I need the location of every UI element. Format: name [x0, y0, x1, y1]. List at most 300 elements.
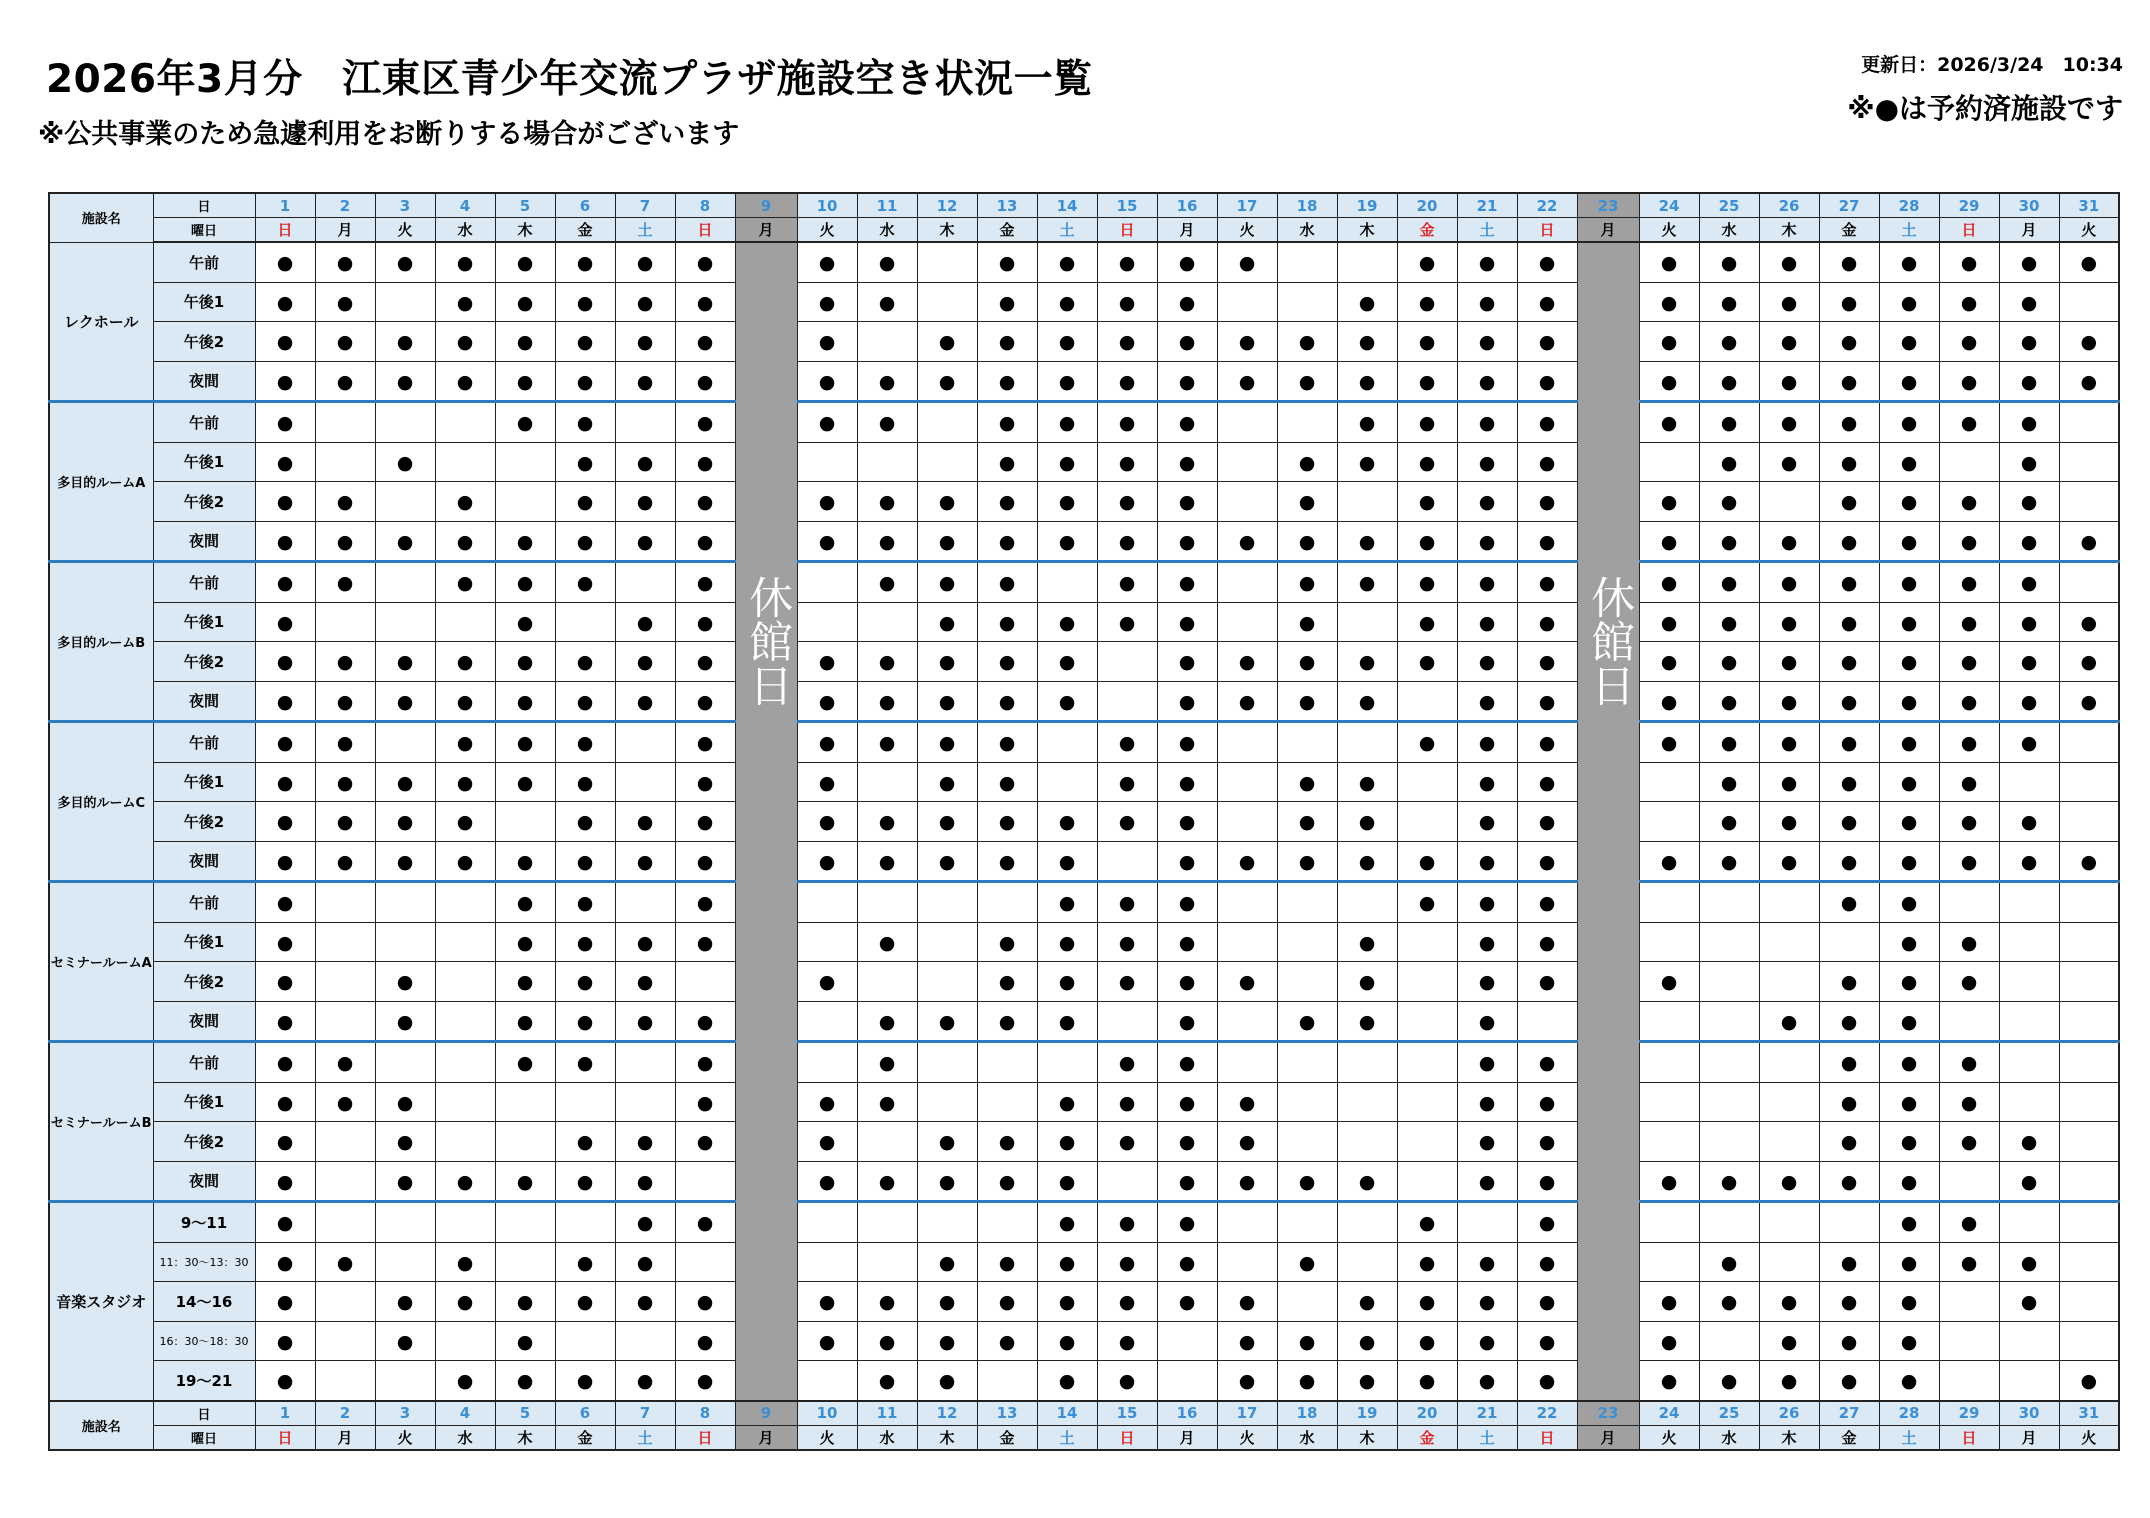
- availability-cell: [1639, 322, 1699, 362]
- availability-cell: [917, 361, 977, 402]
- availability-cell: [2059, 1242, 2119, 1282]
- availability-cell: [1037, 361, 1097, 402]
- availability-cell: [1217, 1001, 1277, 1042]
- header-weekday-21: 土: [1457, 218, 1517, 243]
- availability-cell: [1639, 802, 1699, 842]
- availability-cell: [1999, 402, 2059, 443]
- booked-dot: ●: [1900, 1330, 1918, 1353]
- booked-dot: ●: [1780, 771, 1798, 794]
- availability-cell: [1217, 802, 1277, 842]
- booked-dot: ●: [576, 931, 594, 954]
- facility-name: 多目的ルームB: [49, 562, 153, 722]
- booked-dot: ●: [396, 690, 414, 713]
- availability-cell: [1457, 322, 1517, 362]
- booked-dot: ●: [998, 1291, 1016, 1314]
- booked-dot: ●: [636, 451, 654, 474]
- availability-cell: [1397, 642, 1457, 682]
- availability-cell: [615, 521, 675, 562]
- availability-cell: [315, 1082, 375, 1122]
- booked-dot: ●: [938, 651, 956, 674]
- availability-cell: [1639, 1042, 1699, 1083]
- booked-dot: ●: [276, 1212, 294, 1235]
- availability-cell: [1097, 681, 1157, 722]
- booked-dot: ●: [1780, 850, 1798, 873]
- availability-cell: [1639, 1122, 1699, 1162]
- time-slot-label: 午前: [153, 562, 255, 603]
- booked-dot: ●: [696, 1091, 714, 1114]
- booked-dot: ●: [1900, 1291, 1918, 1314]
- availability-cell: [797, 1321, 857, 1361]
- footer-weekday-6: 金: [555, 1425, 615, 1450]
- availability-cell: [797, 1242, 857, 1282]
- booked-dot: ●: [998, 771, 1016, 794]
- availability-cell: [375, 1361, 435, 1401]
- booked-dot: ●: [1780, 1010, 1798, 1033]
- availability-cell: [797, 841, 857, 882]
- availability-cell: [1097, 562, 1157, 603]
- availability-cell: [917, 962, 977, 1002]
- availability-cell: [1639, 882, 1699, 923]
- availability-cell: [1879, 602, 1939, 642]
- booked-dot: ●: [456, 732, 474, 755]
- booked-dot: ●: [1538, 370, 1556, 393]
- booked-dot: ●: [1840, 412, 1858, 435]
- table-row: [49, 242, 2119, 282]
- availability-cell: [1517, 1161, 1577, 1202]
- availability-cell: [315, 802, 375, 842]
- booked-dot: ●: [818, 370, 836, 393]
- availability-cell: [375, 602, 435, 642]
- availability-cell: [1759, 521, 1819, 562]
- table-row: [49, 521, 2119, 562]
- booked-dot: ●: [878, 252, 896, 275]
- time-slot-label: 午前: [153, 882, 255, 923]
- booked-dot: ●: [1478, 1251, 1496, 1274]
- booked-dot: ●: [1720, 1370, 1738, 1393]
- time-slot-label: 午後2: [153, 802, 255, 842]
- booked-dot: ●: [1720, 530, 1738, 553]
- header-weekday-16: 月: [1157, 218, 1217, 243]
- booked-dot: ●: [1900, 1052, 1918, 1075]
- booked-dot: ●: [1118, 732, 1136, 755]
- availability-cell: [1097, 1282, 1157, 1322]
- availability-cell: [2059, 242, 2119, 282]
- availability-cell: [1157, 242, 1217, 282]
- availability-cell: [917, 762, 977, 802]
- table-row: [49, 361, 2119, 402]
- updated-date: 更新日：2026/3/24 10:34: [1861, 54, 2123, 76]
- booked-dot: ●: [1178, 530, 1196, 553]
- availability-cell: [1999, 322, 2059, 362]
- availability-cell: [797, 1202, 857, 1243]
- table-row: [49, 681, 2119, 722]
- booked-dot: ●: [818, 1291, 836, 1314]
- availability-cell: [977, 1282, 1037, 1322]
- booked-dot: ●: [1900, 451, 1918, 474]
- booked-dot: ●: [516, 651, 534, 674]
- availability-cell: [1879, 322, 1939, 362]
- availability-cell: [917, 922, 977, 962]
- availability-cell: [255, 1242, 315, 1282]
- availability-cell: [977, 242, 1037, 282]
- availability-cell: [1397, 802, 1457, 842]
- booked-dot: ●: [878, 370, 896, 393]
- booked-dot: ●: [1058, 971, 1076, 994]
- footer-weekday-11: 水: [857, 1425, 917, 1450]
- availability-cell: [435, 922, 495, 962]
- booked-dot: ●: [1058, 811, 1076, 834]
- booked-dot: ●: [1418, 530, 1436, 553]
- availability-cell: [1157, 482, 1217, 522]
- booked-dot: ●: [1840, 971, 1858, 994]
- availability-cell: [255, 521, 315, 562]
- availability-cell: [1397, 602, 1457, 642]
- booked-dot: ●: [818, 771, 836, 794]
- availability-cell: [555, 482, 615, 522]
- availability-cell: [1517, 962, 1577, 1002]
- availability-cell: [315, 642, 375, 682]
- table-row: [49, 442, 2119, 482]
- availability-cell: [1457, 242, 1517, 282]
- availability-cell: [675, 1321, 735, 1361]
- availability-cell: [615, 1361, 675, 1401]
- booked-dot: ●: [1118, 1052, 1136, 1075]
- availability-cell: [1999, 602, 2059, 642]
- availability-cell: [2059, 762, 2119, 802]
- availability-cell: [1639, 642, 1699, 682]
- availability-cell: [1457, 922, 1517, 962]
- booked-dot: ●: [456, 850, 474, 873]
- availability-cell: [255, 322, 315, 362]
- booked-dot: ●: [1238, 252, 1256, 275]
- availability-cell: [797, 1161, 857, 1202]
- header-day-31: 31: [2059, 193, 2119, 218]
- footer-weekday-9: 月: [735, 1425, 797, 1450]
- availability-cell: [2059, 882, 2119, 923]
- availability-cell: [1879, 1282, 1939, 1322]
- booked-dot: ●: [938, 572, 956, 595]
- booked-dot: ●: [1478, 291, 1496, 314]
- availability-cell: [255, 282, 315, 322]
- availability-cell: [1759, 841, 1819, 882]
- availability-cell: [1037, 1082, 1097, 1122]
- availability-cell: [1639, 681, 1699, 722]
- booked-dot: ●: [276, 1330, 294, 1353]
- availability-cell: [255, 562, 315, 603]
- booked-dot: ●: [1238, 1330, 1256, 1353]
- availability-cell: [1879, 361, 1939, 402]
- booked-dot: ●: [1780, 1370, 1798, 1393]
- booked-dot: ●: [396, 331, 414, 354]
- availability-cell: [555, 802, 615, 842]
- header-weekday-17: 火: [1217, 218, 1277, 243]
- booked-dot: ●: [818, 850, 836, 873]
- booked-dot: ●: [1058, 892, 1076, 915]
- availability-cell: [675, 402, 735, 443]
- availability-cell: [2059, 322, 2119, 362]
- booked-dot: ●: [1538, 971, 1556, 994]
- availability-cell: [1699, 442, 1759, 482]
- availability-cell: [977, 722, 1037, 763]
- availability-cell: [797, 922, 857, 962]
- availability-cell: [255, 1282, 315, 1322]
- booked-dot: ●: [2020, 370, 2038, 393]
- availability-cell: [1759, 1282, 1819, 1322]
- availability-cell: [315, 922, 375, 962]
- booked-dot: ●: [1058, 1091, 1076, 1114]
- booked-dot: ●: [1840, 451, 1858, 474]
- availability-cell: [857, 841, 917, 882]
- availability-cell: [1097, 802, 1157, 842]
- booked-dot: ●: [1358, 1010, 1376, 1033]
- availability-cell: [435, 841, 495, 882]
- time-slot-label: 午後1: [153, 442, 255, 482]
- booked-dot: ●: [1178, 651, 1196, 674]
- availability-cell: [435, 1202, 495, 1243]
- booked-dot: ●: [1840, 690, 1858, 713]
- availability-cell: [1879, 1122, 1939, 1162]
- booked-dot: ●: [1118, 1291, 1136, 1314]
- booked-dot: ●: [1238, 530, 1256, 553]
- footer-day-17: 17: [1217, 1401, 1277, 1426]
- booked-dot: ●: [1960, 291, 1978, 314]
- booked-dot: ●: [1418, 331, 1436, 354]
- availability-cell: [1397, 1282, 1457, 1322]
- availability-cell: [1337, 402, 1397, 443]
- availability-cell: [857, 762, 917, 802]
- booked-dot: ●: [878, 291, 896, 314]
- availability-cell: [495, 1282, 555, 1322]
- availability-cell: [1037, 962, 1097, 1002]
- availability-cell: [255, 1161, 315, 1202]
- availability-cell: [857, 1361, 917, 1401]
- availability-cell: [2059, 722, 2119, 763]
- booked-dot: ●: [938, 530, 956, 553]
- availability-cell: [1157, 802, 1217, 842]
- availability-cell: [315, 1242, 375, 1282]
- availability-cell: [1037, 1202, 1097, 1243]
- availability-cell: [1699, 1001, 1759, 1042]
- booked-dot: ●: [1238, 971, 1256, 994]
- availability-cell: [977, 681, 1037, 722]
- availability-cell: [857, 1242, 917, 1282]
- availability-cell: [1157, 562, 1217, 603]
- booked-dot: ●: [1058, 1370, 1076, 1393]
- booked-dot: ●: [1178, 412, 1196, 435]
- booked-dot: ●: [696, 771, 714, 794]
- booked-dot: ●: [516, 850, 534, 873]
- availability-cell: [917, 1202, 977, 1243]
- availability-cell: [1337, 1161, 1397, 1202]
- booked-dot: ●: [336, 690, 354, 713]
- availability-cell: [1759, 1001, 1819, 1042]
- availability-cell: [1999, 361, 2059, 402]
- availability-cell: [1999, 1321, 2059, 1361]
- availability-cell: [495, 922, 555, 962]
- booked-dot: ●: [1478, 1052, 1496, 1075]
- availability-cell: [1639, 282, 1699, 322]
- availability-cell: [555, 762, 615, 802]
- header-day-25: 25: [1699, 193, 1759, 218]
- booked-dot: ●: [696, 892, 714, 915]
- booked-dot: ●: [1960, 732, 1978, 755]
- booked-dot: ●: [2080, 530, 2098, 553]
- availability-cell: [1879, 1001, 1939, 1042]
- booked-dot: ●: [576, 1251, 594, 1274]
- availability-cell: [917, 642, 977, 682]
- booked-dot: ●: [1900, 1010, 1918, 1033]
- availability-cell: [315, 282, 375, 322]
- booked-dot: ●: [2020, 1131, 2038, 1154]
- closed-day-cell: [735, 242, 797, 1401]
- availability-cell: [1157, 442, 1217, 482]
- availability-cell: [675, 1122, 735, 1162]
- availability-cell: [315, 1321, 375, 1361]
- booked-dot: ●: [276, 811, 294, 834]
- booked-dot: ●: [1178, 1251, 1196, 1274]
- availability-cell: [1337, 1001, 1397, 1042]
- booked-dot: ●: [276, 1010, 294, 1033]
- availability-cell: [977, 1122, 1037, 1162]
- table-row: [49, 1161, 2119, 1202]
- availability-cell: [375, 722, 435, 763]
- header-day-9: 9: [735, 193, 797, 218]
- booked-dot: ●: [636, 1370, 654, 1393]
- availability-cell: [1999, 1122, 2059, 1162]
- availability-cell: [495, 482, 555, 522]
- time-slot-label: 午後2: [153, 482, 255, 522]
- availability-cell: [615, 482, 675, 522]
- booked-dot: ●: [1358, 850, 1376, 873]
- header-day-26: 26: [1759, 193, 1819, 218]
- availability-cell: [315, 1282, 375, 1322]
- booked-dot: ●: [516, 1170, 534, 1193]
- availability-cell: [255, 242, 315, 282]
- booked-dot: ●: [2020, 530, 2038, 553]
- availability-cell: [1699, 762, 1759, 802]
- availability-cell: [1457, 722, 1517, 763]
- booked-dot: ●: [1538, 892, 1556, 915]
- booked-dot: ●: [1538, 530, 1556, 553]
- availability-cell: [1699, 1122, 1759, 1162]
- footer-weekday-22: 日: [1517, 1425, 1577, 1450]
- availability-cell: [555, 1082, 615, 1122]
- availability-cell: [375, 762, 435, 802]
- booked-dot: ●: [1178, 1010, 1196, 1033]
- availability-cell: [1397, 962, 1457, 1002]
- time-slot-label: 9～11: [153, 1202, 255, 1243]
- availability-cell: [1457, 882, 1517, 923]
- booked-dot: ●: [938, 690, 956, 713]
- booked-dot: ●: [1840, 370, 1858, 393]
- header-day-13: 13: [977, 193, 1037, 218]
- booked-dot: ●: [818, 690, 836, 713]
- booked-dot: ●: [1538, 771, 1556, 794]
- availability-cell: [315, 1001, 375, 1042]
- footer-weekday-label: 曜日: [153, 1425, 255, 1450]
- booked-dot: ●: [576, 892, 594, 915]
- footer-day-7: 7: [615, 1401, 675, 1426]
- booked-dot: ●: [456, 690, 474, 713]
- availability-cell: [1759, 681, 1819, 722]
- availability-table: [48, 192, 2120, 1451]
- booked-dot: ●: [336, 291, 354, 314]
- availability-cell: [917, 322, 977, 362]
- footer-weekday-10: 火: [797, 1425, 857, 1450]
- booked-dot: ●: [696, 811, 714, 834]
- availability-cell: [1397, 1202, 1457, 1243]
- booked-dot: ●: [1960, 1052, 1978, 1075]
- availability-cell: [1097, 482, 1157, 522]
- availability-cell: [1639, 602, 1699, 642]
- availability-cell: [977, 1242, 1037, 1282]
- availability-cell: [1939, 1001, 1999, 1042]
- availability-cell: [615, 802, 675, 842]
- availability-cell: [917, 482, 977, 522]
- table-row: [49, 722, 2119, 763]
- booked-dot: ●: [276, 1052, 294, 1075]
- table-row: [49, 841, 2119, 882]
- header-weekday-12: 木: [917, 218, 977, 243]
- booked-dot: ●: [1720, 690, 1738, 713]
- availability-cell: [917, 402, 977, 443]
- header-day-22: 22: [1517, 193, 1577, 218]
- availability-cell: [1879, 1082, 1939, 1122]
- booked-dot: ●: [818, 651, 836, 674]
- booked-dot: ●: [336, 850, 354, 873]
- availability-cell: [555, 882, 615, 923]
- booked-dot: ●: [1900, 1170, 1918, 1193]
- availability-cell: [1999, 1001, 2059, 1042]
- booked-dot: ●: [1118, 370, 1136, 393]
- availability-cell: [675, 282, 735, 322]
- booked-dot: ●: [1840, 1330, 1858, 1353]
- availability-cell: [1999, 562, 2059, 603]
- availability-cell: [435, 802, 495, 842]
- booked-dot: ●: [336, 370, 354, 393]
- availability-cell: [555, 1202, 615, 1243]
- availability-cell: [2059, 681, 2119, 722]
- availability-cell: [315, 1161, 375, 1202]
- availability-cell: [1517, 602, 1577, 642]
- table-row: [49, 802, 2119, 842]
- availability-cell: [2059, 1082, 2119, 1122]
- availability-cell: [1397, 681, 1457, 722]
- availability-cell: [1639, 482, 1699, 522]
- booked-dot: ●: [878, 1170, 896, 1193]
- availability-cell: [1277, 962, 1337, 1002]
- footer-weekday-17: 火: [1217, 1425, 1277, 1450]
- availability-cell: [1397, 841, 1457, 882]
- availability-cell: [797, 1042, 857, 1083]
- booked-dot: ●: [1118, 931, 1136, 954]
- booked-dot: ●: [878, 1091, 896, 1114]
- footer-weekday-13: 金: [977, 1425, 1037, 1450]
- availability-cell: [1999, 962, 2059, 1002]
- header-facility-label: 施設名: [49, 193, 153, 242]
- availability-cell: [495, 762, 555, 802]
- table-row: [49, 642, 2119, 682]
- availability-cell: [917, 242, 977, 282]
- availability-cell: [917, 1361, 977, 1401]
- availability-cell: [495, 242, 555, 282]
- booked-dot: ●: [938, 1330, 956, 1353]
- booked-dot: ●: [1538, 651, 1556, 674]
- availability-cell: [1939, 1242, 1999, 1282]
- booked-dot: ●: [878, 690, 896, 713]
- booked-dot: ●: [1298, 572, 1316, 595]
- booked-dot: ●: [1238, 331, 1256, 354]
